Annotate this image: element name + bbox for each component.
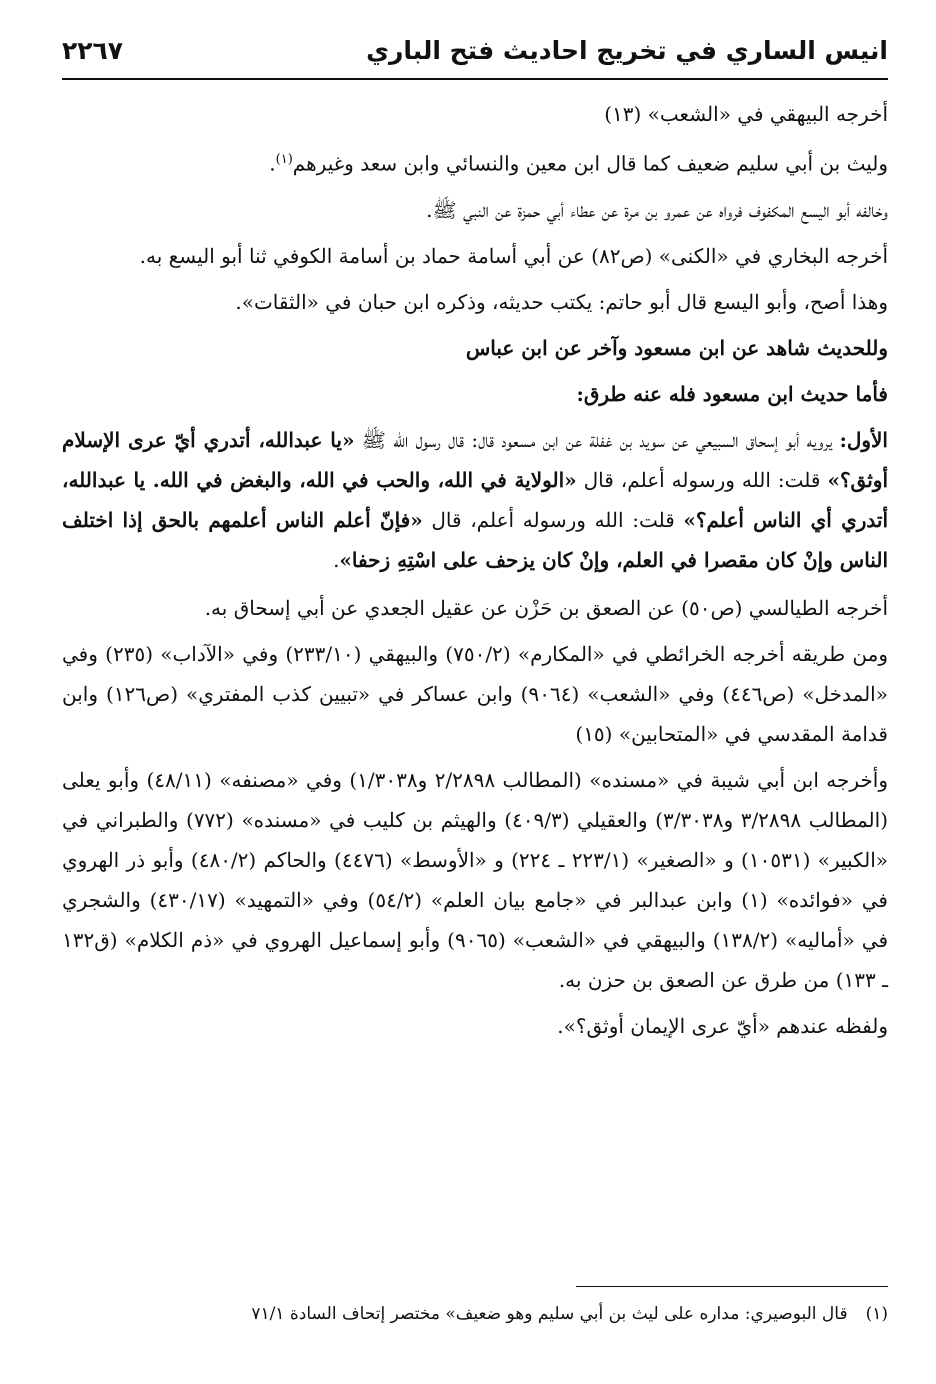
paragraph-abu-alyasa: وخالفه أبو اليسع المكفوف فرواه عن عمرو بن مرة عن عطاء أبي حمزة عن النبي ﷺ. — [426, 197, 888, 222]
running-header — [62, 34, 888, 80]
footnote-text: قال البوصيري: مداره على ليث بن أبي سليم وهو ضعيف» مختصر إتحاف السادة ٧١/١ — [251, 1304, 848, 1324]
paragraph-tayalisi: أخرجه الطيالسي (ص٥٠) عن الصعق بن حَزْن عن عقيل الجعدي عن أبي إسحاق به. — [204, 595, 888, 620]
hadith-quote-2: «الولاية في الله، والحب في الله، والبغض في الله. يا عبدالله، أتدري أي الناس أعلم؟» — [62, 467, 889, 532]
first-route-label: الأول: — [839, 427, 888, 452]
hadith-quote-1: «يا عبدالله، أتدري أيّ عرى الإسلام أوثق؟» — [62, 427, 889, 492]
footnote — [62, 1300, 888, 1328]
paragraph-layth-text: وليث بن أبي سليم ضعيف كما قال ابن معين والنسائي وابن سعد وغيرهم — [292, 151, 888, 176]
paragraph-layth-weak — [62, 140, 888, 184]
paragraph-bukhari-kuna: أخرجه البخاري في «الكنى» (ص٨٢) عن أبي أسامة حماد بن أسامة الكوفي ثنا أبو اليسع به. — [139, 243, 888, 268]
hadith-quote-3: «فإنّ أعلم الناس أعلمهم بالحق إذا اختلف الناس وإنْ كان مقصرا في العلم، وإنْ كان يزحف على اسْتِهِ زحفا» — [62, 507, 888, 572]
book-title: انيس الساري في تخريج احاديث فتح الباري — [366, 36, 888, 65]
paragraph-ibn-abi-shayba: وأخرجه ابن أبي شيبة في «مسنده» (المطالب ٢/٢٨٩٨ و١/٣٠٣٨) وفي «مصنفه» (٤٨/١١) وأبو يعلى (المطالب ٣/٢٨٩٨ و٣/٣٠٣٨) والعقيلي (٤٠٩/٣) والهيثم بن كليب في «مسنده» (٧٧٢) والطبراني في «الكبير» (١٠٥٣١) و «الصغير» (٢٢٣/١ ـ ٢٢٤) و «الأوسط» (٤٤٧٦) والحاكم (٤٨٠/٢) وأبو ذر الهروي في «فوائده» (١) وابن عبدالبر في «جامع بيان العلم» (٥٤/٢) وفي «التمهيد» (٤٣٠/١٧) والشجري في «أماليه» (١٣٨/٢) والبيهقي في «الشعب» (٩٠٦٥) وأبو إسماعيل الهروي في «ذم الكلام» (ق١٣٢ ـ ١٣٣) من طرق عن الصعق بن حزن به. — [62, 767, 889, 992]
footnote-marker: (١) — [865, 1304, 888, 1324]
footnote-reference[interactable]: (١) — [275, 152, 293, 167]
paragraph-kharaiti: ومن طريقه أخرجه الخرائطي في «المكارم» (٧٥٠/٢) والبيهقي (٢٣٣/١٠) وفي «الآداب» (٢٣٥) وفي «المدخل» (ص٤٤٦) وفي «الشعب» (٩٠٦٤) وابن عساكر في «تبيين كذب المفتري» (ص١٢٦) وابن قدامة المقدسي في «المتحابين» (١٥) — [62, 641, 888, 746]
paragraph-witness-heading: وللحديث شاهد عن ابن مسعود وآخر عن ابن عباس — [465, 335, 888, 360]
paragraph-wording: ولفظه عندهم «أيّ عرى الإيمان أوثق؟». — [557, 1013, 888, 1038]
paragraph-takhrij-bayhaqi: أخرجه البيهقي في «الشعب» (١٣) — [604, 102, 888, 126]
paragraph-more-correct: وهذا أصح، وأبو اليسع قال أبو حاتم: يكتب حديثه، وذكره ابن حبان في «الثقات». — [235, 289, 888, 314]
body-text — [62, 94, 888, 1046]
first-route-end: . — [333, 547, 340, 572]
first-route-part2: قلت: الله ورسوله أعلم، قال — [576, 467, 828, 492]
paragraph-ibn-masud-heading: فأما حديث ابن مسعود فله عنه طرق: — [576, 381, 888, 406]
document-page — [62, 34, 888, 1344]
first-route-part1: يرويه أبو إسحاق السبيعي عن سويد بن غفلة عن ابن مسعود قال: قال رسول الله ﷺ — [354, 427, 840, 452]
paragraph-layth-end: . — [269, 151, 276, 176]
first-route-part3: قلت: الله ورسوله أعلم، قال — [422, 507, 684, 532]
footnote-separator — [576, 1286, 888, 1287]
paragraph-first-route — [62, 420, 888, 580]
page-number: ٢٢٦٧ — [62, 36, 124, 65]
